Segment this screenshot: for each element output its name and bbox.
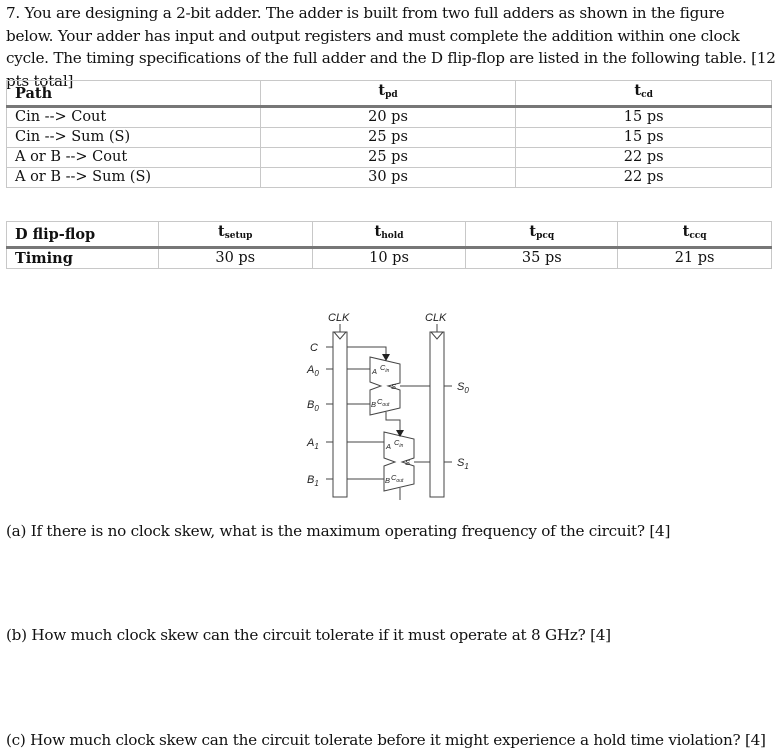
table-row [7, 248, 772, 269]
tpd-cell: 30 ps [260, 168, 516, 188]
header-tpd: $t_{pd}$ [260, 81, 516, 107]
header-tpcq: $t_{pcq}$ [466, 222, 618, 248]
clk-label-right: CLK [425, 312, 447, 324]
part-a-question: (a) If there is no clock skew, what is the maximum operating frequency of the circuit? [4] [6, 522, 671, 540]
svg-text:S: S [391, 382, 397, 391]
tcd-cell: 22 ps [516, 168, 772, 188]
path-cell: Cin --> Cout [7, 107, 261, 128]
thold-cell: 10 ps [312, 248, 466, 269]
header-tccq: $t_{ccq}$ [618, 222, 772, 248]
input-b1-label: $B_1$ [307, 474, 319, 488]
path-cell: Cin --> Sum (S) [7, 128, 261, 148]
table-row [7, 107, 772, 128]
output-register [430, 332, 444, 497]
two-bit-adder-circuit-diagram [290, 300, 490, 510]
table-row [7, 148, 772, 168]
header-tsetup: $t_{setup}$ [158, 222, 312, 248]
path-cell: A or B --> Sum (S) [7, 168, 261, 188]
svg-text:Cout: $C_{out}$ [391, 473, 404, 484]
tpd-cell: 25 ps [260, 148, 516, 168]
timing-label: Timing [7, 248, 159, 269]
svg-text:A: A [372, 367, 378, 376]
tpd-cell: 25 ps [260, 128, 516, 148]
input-b0-label: $B_0$ [307, 399, 319, 413]
path-cell: A or B --> Cout [7, 148, 261, 168]
svg-text:Cout: $C_{out}$ [377, 397, 390, 408]
input-a1-label: $A_1$ [307, 437, 319, 451]
flipflop-timing-table [6, 221, 772, 269]
table-header-row [7, 222, 772, 248]
header-tcd: $t_{cd}$ [516, 81, 772, 107]
output-s1-label: $S_1$ [457, 457, 469, 471]
tpd-cell: 20 ps [260, 107, 516, 128]
header-thold: $t_{hold}$ [312, 222, 466, 248]
svg-text:S: S [405, 458, 411, 467]
output-s0-label: $S_0$ [457, 381, 469, 395]
table-row [7, 168, 772, 188]
input-a0-label: $A_0$ [307, 364, 319, 378]
clk-label-left: CLK [328, 312, 350, 324]
svg-text:Cin: $C_{in}$ [394, 438, 404, 449]
header-dff: D flip-flop [7, 222, 159, 248]
svg-text:B: B [385, 476, 391, 485]
tccq-cell: 21 ps [618, 248, 772, 269]
tcd-cell: 15 ps [516, 107, 772, 128]
svg-text:B: B [371, 400, 377, 409]
part-b-question: (b) How much clock skew can the circuit tolerate if it must operate at 8 GHz? [4] [6, 626, 611, 644]
tcd-cell: 15 ps [516, 128, 772, 148]
question-intro: 7. You are designing a 2-bit adder. The adder is built from two full adders as shown in the figure below. Your adder has input and output registers and must complete the addition within one clock cycle. The timing specifications of the full adder and the D flip-flop are listed in the following table. [12 pts total] [6, 4, 776, 90]
part-c-question: (c) How much clock skew can the circuit tolerate before it might experience a hold time violation? [4] [6, 731, 766, 749]
header-path: Path [7, 81, 261, 107]
tpcq-cell: 35 ps [466, 248, 618, 269]
svg-text:A: A [386, 442, 392, 451]
tcd-cell: 22 ps [516, 148, 772, 168]
full-adder-timing-table [6, 80, 772, 188]
input-register [333, 332, 347, 497]
table-row [7, 128, 772, 148]
svg-text:Cin: $C_{in}$ [380, 363, 390, 374]
input-c-label: C [310, 342, 318, 354]
table-header-row [7, 81, 772, 107]
tsetup-cell: 30 ps [158, 248, 312, 269]
